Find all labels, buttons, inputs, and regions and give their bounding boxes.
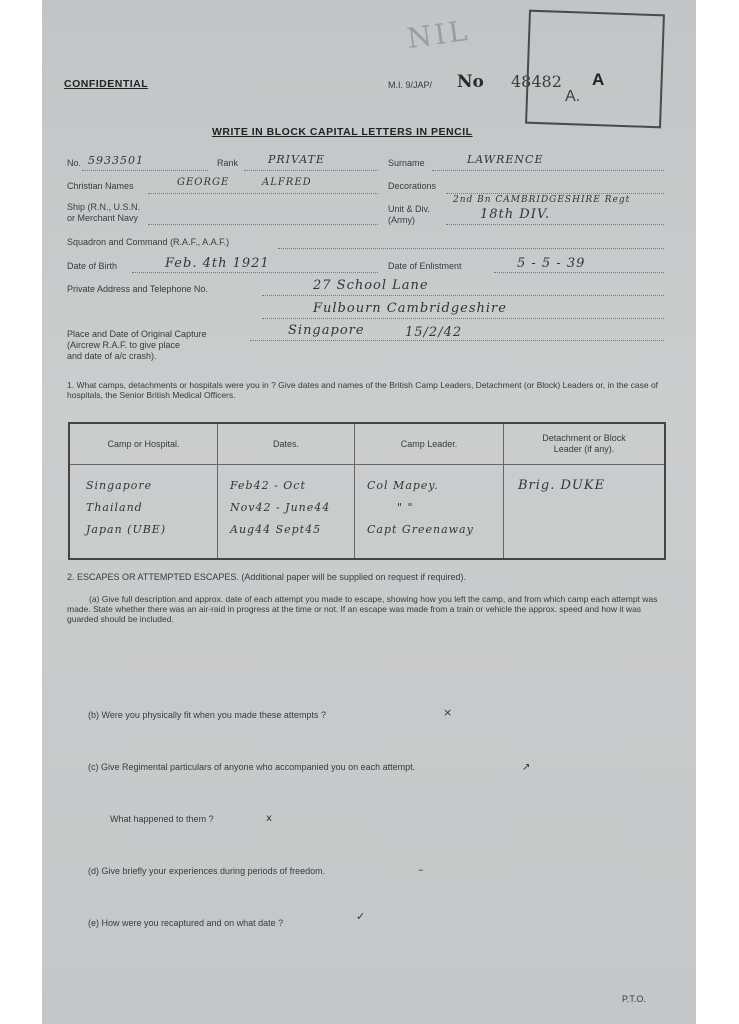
camps-table	[68, 422, 666, 560]
capture-place: Singapore	[288, 323, 365, 338]
dates-entry: Aug44 Sept45	[230, 523, 322, 536]
unit-label-2: (Army)	[388, 215, 415, 225]
unit-label-1: Unit & Div.	[388, 204, 430, 214]
ink-stamp	[525, 10, 665, 129]
section-2-heading: 2. ESCAPES OR ATTEMPTED ESCAPES. (Additional paper will be supplied on request if required).	[67, 572, 467, 582]
address-value-1: 27 School Lane	[313, 278, 429, 293]
stamp-letter: A.	[565, 88, 581, 105]
camp-entry: Japan (UBE)	[86, 523, 167, 536]
unit-value-1: 2nd Bn CAMBRIDGESHIRE Regt	[453, 195, 631, 205]
dates-entry: Nov42 - June44	[230, 501, 331, 514]
mark-2e: ✓	[356, 910, 366, 923]
capture-label-3: and date of a/c crash).	[67, 351, 157, 361]
question-2e: (e) How were you recaptured and on what date ?	[88, 918, 284, 928]
christian-names-label: Christian Names	[67, 181, 134, 191]
what-happened-label: What happened to them ?	[110, 814, 214, 824]
no-label: No.	[67, 158, 82, 168]
dates-entry: Feb42 - Oct	[230, 479, 306, 492]
ship-label-1: Ship (R.N., U.S.N.	[67, 202, 141, 212]
number-prefix: No	[457, 72, 484, 92]
dob-label: Date of Birth	[67, 261, 118, 271]
detachment-entry: Brig. DUKE	[518, 478, 606, 493]
header-camp: Camp or Hospital.	[69, 423, 218, 465]
camps-column	[69, 465, 218, 560]
faint-scribble: NIL	[405, 13, 473, 56]
christian-name-2: ALFRED	[262, 177, 312, 188]
squadron-label: Squadron and Command (R.A.F., A.A.F.)	[67, 237, 230, 247]
capture-date: 15/2/42	[405, 325, 463, 340]
instruction-heading: WRITE IN BLOCK CAPITAL LETTERS IN PENCIL	[212, 126, 473, 138]
question-2c: (c) Give Regimental particulars of anyone who accompanied you on each attempt.	[88, 762, 416, 772]
header-dates: Dates.	[218, 423, 355, 465]
rank-label: Rank	[217, 158, 239, 168]
no-value: 5933501	[88, 154, 144, 167]
capture-label-2: (Aircrew R.A.F. to give place	[67, 340, 181, 350]
surname-label: Surname	[388, 158, 425, 168]
dates-column	[218, 465, 355, 560]
decorations-label: Decorations	[388, 181, 437, 191]
pto-label: P.T.O.	[622, 994, 646, 1004]
leader-entry: " "	[397, 501, 414, 514]
question-2b: (b) Were you physically fit when you made these attempts ?	[88, 710, 326, 720]
camp-entry: Thailand	[86, 501, 143, 514]
mark-2b: ×	[443, 706, 453, 719]
unit-value-2: 18th DIV.	[480, 207, 551, 222]
form-number: 48482	[511, 72, 562, 91]
confidential-label: CONFIDENTIAL	[64, 78, 149, 90]
capture-label-1: Place and Date of Original Capture	[67, 329, 207, 339]
enlistment-value: 5 - 5 - 39	[517, 256, 586, 271]
question-1: 1. What camps, detachments or hospitals were you in ? Give dates and names of the British Camp Leaders, Detachment (or Block) Leaders or, in the case of hospitals, the Senior British Medical Officers.	[67, 380, 659, 400]
enlistment-label: Date of Enlistment	[388, 261, 462, 271]
header-detachment: Detachment or Block Leader (if any).	[504, 423, 666, 465]
leader-entry: Col Mapey.	[367, 479, 439, 492]
dob-value: Feb. 4th 1921	[165, 256, 270, 271]
address-value-2: Fulbourn Cambridgeshire	[313, 301, 507, 316]
mark-2d: –	[418, 863, 424, 876]
leaders-column	[355, 465, 504, 560]
header-camp-leader: Camp Leader.	[355, 423, 504, 465]
suffix-letter: A	[592, 70, 605, 89]
surname-value: LAWRENCE	[467, 153, 544, 166]
camp-entry: Singapore	[86, 479, 153, 492]
question-2a: (a) Give full description and approx. date of each attempt you made to escape, showing how you left the camp, and from which camp each attempt was made. State whether there was an air-raid in progress at the time or not. If an escape was made from a train or vehicle the approx. speed and how it was guarded should be included.	[67, 594, 658, 624]
question-2d: (d) Give briefly your experiences during periods of freedom.	[88, 866, 326, 876]
ship-label-2: or Merchant Navy	[67, 213, 139, 223]
rank-value: PRIVATE	[268, 153, 325, 166]
address-label: Private Address and Telephone No.	[67, 284, 208, 294]
mark-2c: ↗	[522, 762, 531, 773]
mark-what-happened: x	[266, 813, 272, 824]
ref-code: M.I. 9/JAP/	[388, 80, 433, 90]
christian-name-1: GEORGE	[177, 177, 230, 188]
detachment-column	[504, 465, 666, 560]
leader-entry: Capt Greenaway	[367, 523, 474, 536]
